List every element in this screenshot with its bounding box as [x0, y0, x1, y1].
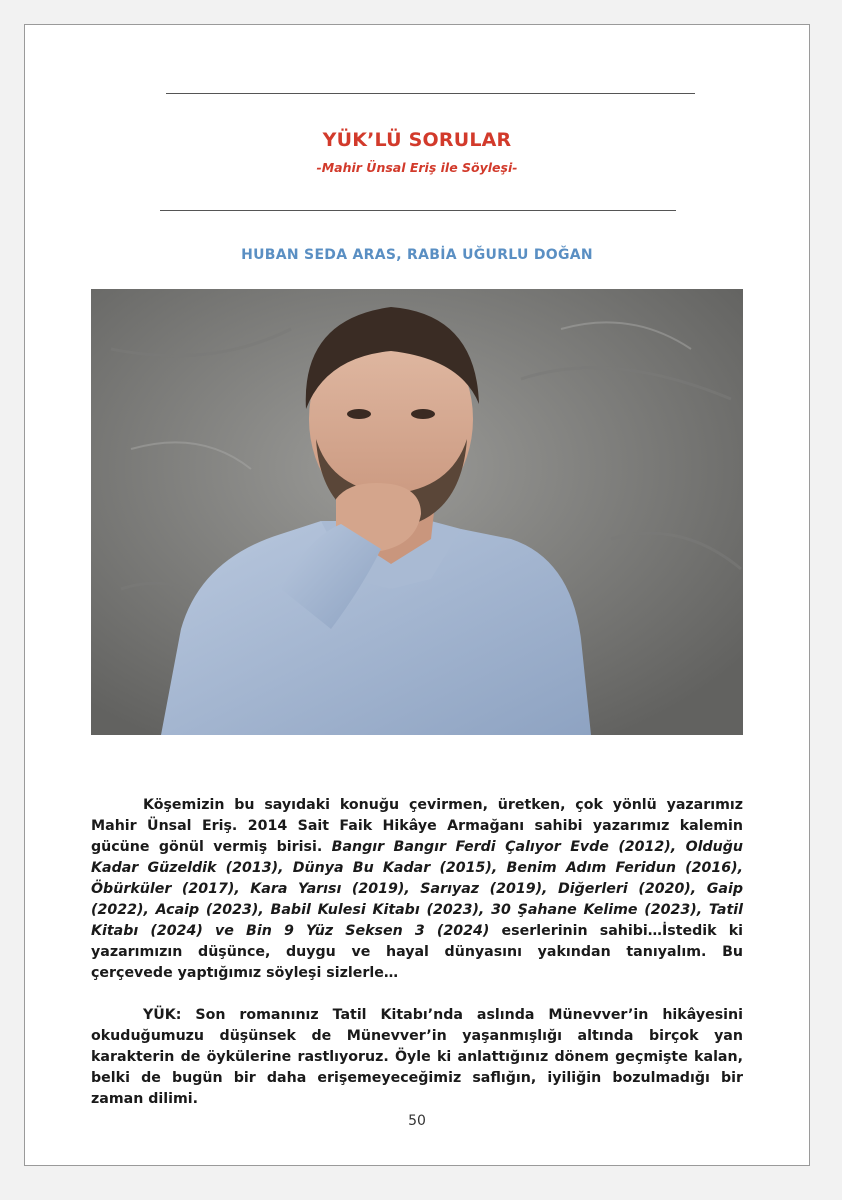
question-paragraph: YÜK: Son romanınız Tatil Kitabı’nda aslında Münevver’in hikâyesini okuduğumuzu düşünsek de Münevver’in yaşanmışlığı altında birçok yan karakterin de öykülerine rastlıyoruz. Öyle ki anlattığınız dönem geçmişte kalan, belki de bugün bir daha erişemeyeceğimiz saflığın, iyiliğin bozulmadığı bir zaman dilimi.	[91, 1007, 743, 1107]
top-divider	[166, 93, 695, 94]
intro-paragraph	[91, 795, 743, 984]
document-page	[24, 24, 810, 1166]
article-authors: HUBAN SEDA ARAS, RABİA UĞURLU DOĞAN	[241, 247, 593, 263]
article-subtitle: -Mahir Ünsal Eriş ile Söyleşi-	[316, 160, 518, 175]
middle-divider	[160, 210, 676, 211]
intro-text-start: Köşemizin bu sayıdaki konuğu çevirmen, üretken, çok yönlü yazarımız Mahir Ünsal Eriş. 2014 Sait Faik Hikâye Armağanı sahibi yazarımız kalemin gücüne gönül vermiş birisi.	[91, 797, 743, 855]
portrait-photo-icon	[91, 289, 743, 735]
works-list: Bangır Bangır Ferdi Çalıyor Evde (2012), Olduğu Kadar Güzeldik (2013), Dünya Bu Kadar (2015), Benim Adım Feridun (2016), Öbürküler (2017), Kara Yarısı (2019), Sarıyaz (2019), Diğerleri (2020), Gaip (2022), Acaip (2023), Babil Kulesi Kitabı (2023), 30 Şahane Kelime (2023), Tatil Kitabı (2024) ve Bin 9 Yüz Seksen 3 (2024)	[91, 839, 743, 939]
intro-text-end: eserlerinin sahibi…İstedik ki yazarımızın düşünce, duygu ve hayal dünyasını yakından tanıyalım. Bu çerçevede yaptığımız söyleşi sizlerle…	[91, 923, 744, 981]
page-number: 50	[408, 1113, 426, 1129]
article-title: YÜK’LÜ SORULAR	[322, 129, 512, 151]
author-portrait-photo	[91, 289, 743, 735]
article-body	[91, 795, 743, 1110]
